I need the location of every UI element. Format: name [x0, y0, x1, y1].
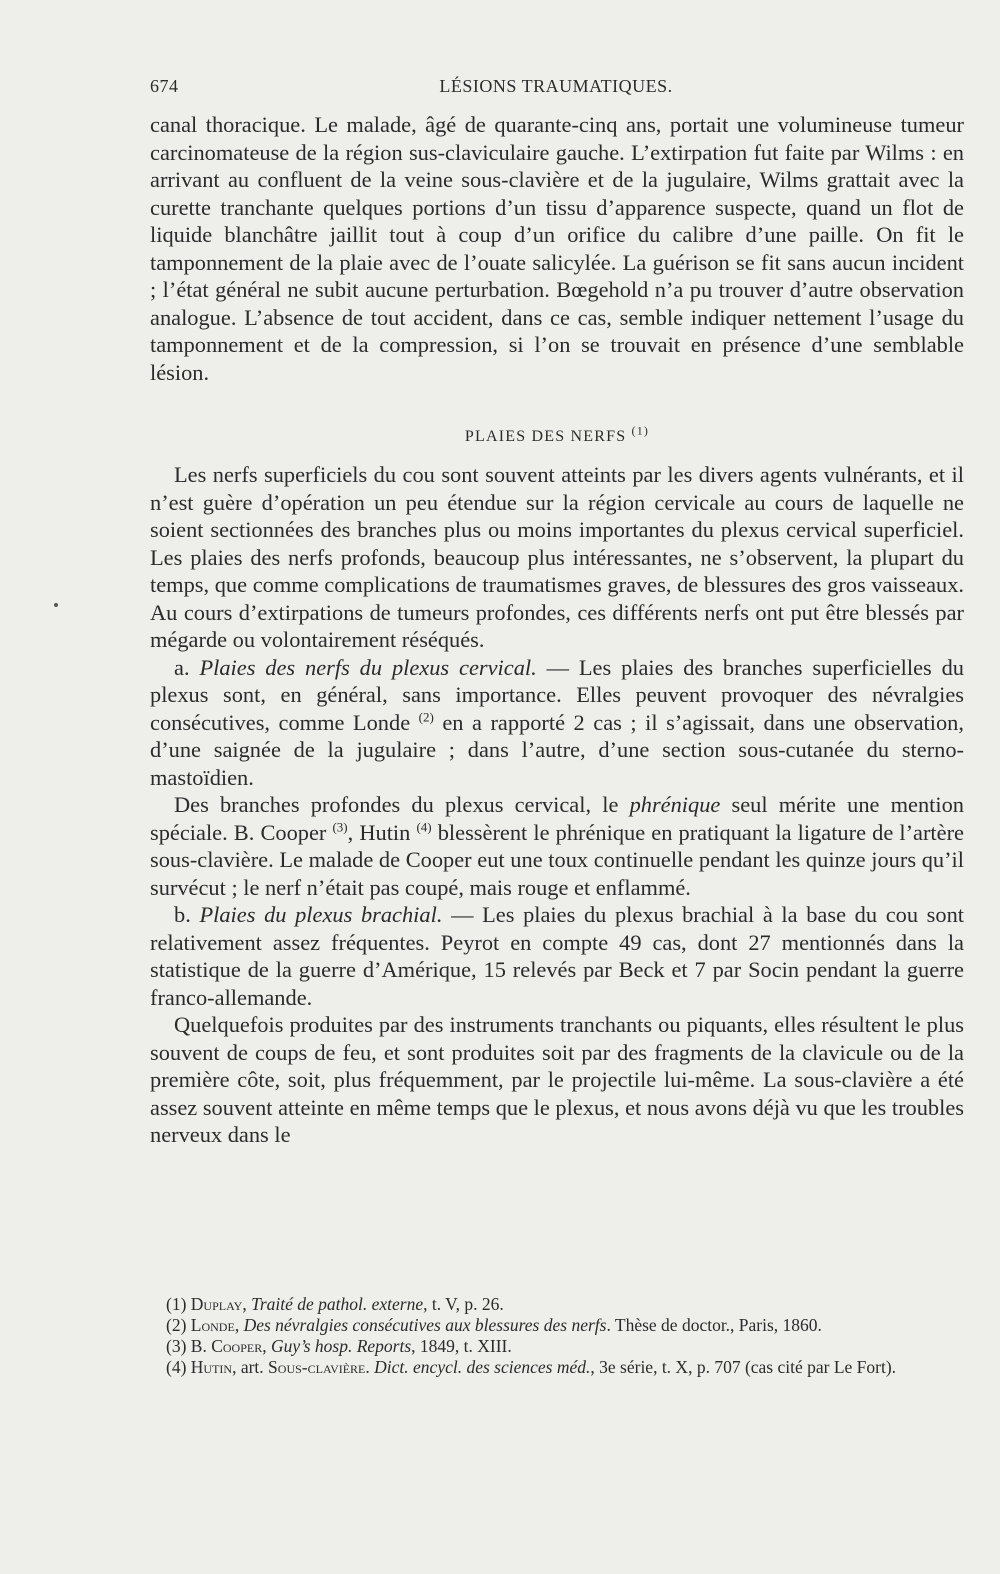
- footnote-ref: (4): [416, 819, 432, 835]
- footnote-marker: (2): [166, 1315, 187, 1335]
- footnote-4: [150, 1357, 964, 1378]
- paragraph-brachial: [150, 901, 964, 1011]
- paragraph-text: Les plaies du plexus brachial à la base du cou sont relativement assez fréquentes. Peyrot en compte 49 cas, dont 27 mentionnés dans la statistique de la guerre d’Amérique, 15 relevés par Beck et 7 par Socin pendant la guerre franco-allemande.: [150, 902, 964, 1010]
- running-title: LÉSIONS TRAUMATIQUES.: [439, 76, 673, 96]
- footnote-2: (2) Londe, Des névralgies consécutives aux blessures des nerfs. Thèse de doctor., Paris, 1860.: [166, 1315, 822, 1335]
- footnote-article: Sous-clavière: [268, 1357, 366, 1377]
- em-dash: —: [442, 902, 483, 927]
- paragraph-text: en a rapporté 2 cas ; il s’agissait, dans une observation, d’une saignée de la jugulaire ; dans l’autre, d’une section sous-cutanée du sterno-mastoïdien.: [150, 709, 964, 790]
- footnote-title: Dict. encycl. des sciences méd.: [374, 1357, 591, 1377]
- footnote-title: Guy’s hosp. Reports: [270, 1336, 412, 1356]
- section-note-ref: (1): [631, 423, 650, 438]
- subheading-brachial: Plaies du plexus brachial.: [199, 902, 443, 927]
- footnote-marker: (3): [166, 1336, 187, 1356]
- paragraph-text: blessèrent le phrénique en pratiquant la ligature de l’artère sous-clavière. Le malade de Cooper eut une toux continuelle pendant les quinze jours qu’il survécut ; le nerf n’était pas coupé, mais rouge et enflammé.: [150, 819, 964, 900]
- footnote-3: (3) B. Cooper, Guy’s hosp. Reports, 1849, t. XIII.: [166, 1336, 512, 1356]
- em-dash: —: [536, 654, 579, 680]
- footnote-title: Traité de pathol. externe: [251, 1294, 424, 1314]
- footnote-author: Duplay: [190, 1294, 243, 1314]
- item-label: b.: [174, 902, 191, 927]
- footnote-ref: (2): [418, 709, 434, 725]
- section-title-text: PLAIES DES NERFS: [464, 428, 627, 445]
- footnote-1: (1) Duplay, Traité de pathol. externe, t. V, p. 26.: [166, 1294, 504, 1314]
- paragraph-text: , Hutin: [347, 819, 411, 845]
- footnote-ref: (3): [332, 819, 348, 835]
- paragraph-continued: canal thoracique. Le malade, âgé de quarante-cinq ans, portait une volumineuse tumeur carcinomateuse de la région sus-claviculaire gauche. L’extirpation fut faite par Wilms : en arrivant au confluent de la veine sous-clavière et de la jugulaire, Wilms grattait avec la curette tranchante quelques portions d’un tissu d’apparence suspecte, quand un flot de liquide blanchâtre jaillit tout à coup d’un orifice du calibre d’une paille. On fit le tamponnement de la plaie avec de l’ouate salicylée. La guérison se fit sans aucun incident ; l’état général ne subit aucune perturbation. Bœgehold n’a pu trouver d’autre observation analogue. L’absence de tout accident, dans ce cas, semble indiquer nettement l’usage du tamponnement et de la compression, si l’on se trouvait en présence d’une semblable lésion.: [150, 112, 964, 385]
- paragraph-text: seul mérite une mention spéciale. B. Cooper: [150, 792, 964, 845]
- footnote-author: Londe: [190, 1315, 235, 1335]
- footnote-detail: , art.: [232, 1357, 269, 1377]
- page-number: 674: [150, 76, 179, 96]
- paragraph-cervical: [150, 654, 964, 792]
- italic-term: phrénique: [629, 792, 721, 817]
- footnote-detail: .: [365, 1357, 375, 1377]
- footnote-author: B. Cooper: [190, 1336, 263, 1356]
- footnote-detail: , 1849, t. XIII.: [411, 1336, 512, 1356]
- paragraph-intro: Les nerfs superficiels du cou sont souvent atteints par les divers agents vulnérants, et il n’est guère d’opération un peu étendue sur la région cervicale au cours de laquelle ne soient sectionnées des branches plus ou moins importantes du plexus cervical superficiel. Les plaies des nerfs profonds, beaucoup plus intéressantes, ne s’observent, la plupart du temps, que comme complications de traumatismes graves, de blessures des gros vaisseaux. Au cours d’extirpations de tumeurs profondes, ces différents nerfs ont put être blessés par mégarde ou volontairement réséqués.: [150, 462, 964, 652]
- paragraph-phrenic: [150, 791, 964, 901]
- footnote-title: Des névralgies consécutives aux blessures des nerfs: [243, 1315, 607, 1335]
- paper-speck: [54, 603, 58, 607]
- section-heading: [150, 423, 964, 448]
- subheading-cervical: Plaies des nerfs du plexus cervical.: [199, 654, 537, 680]
- footnote-detail: , t. V, p. 26.: [423, 1294, 504, 1314]
- footnote-author: Hutin: [190, 1357, 233, 1377]
- paragraph-causes: Quelquefois produites par des instruments tranchants ou piquants, elles résultent le plus souvent de coups de feu, et sont produites soit par des fragments de la clavicule ou de la première côte, soit, plus fréquemment, par le projectile lui-même. La sous-clavière a été assez souvent atteinte en même temps que le plexus, et nous avons déjà vu que les troubles nerveux dans le: [150, 1012, 964, 1147]
- paragraph-text: Des branches profondes du plexus cervical, le: [174, 792, 630, 817]
- footnote-marker: (1): [166, 1294, 187, 1314]
- footnote-detail: , 3e série, t. X, p. 707 (cas cité par Le Fort).: [590, 1357, 897, 1377]
- footnote-marker: (4): [166, 1357, 187, 1377]
- main-text: [150, 111, 964, 1149]
- page-header: [150, 76, 962, 100]
- paragraph-text: Les plaies des branches superficielles du plexus sont, en général, sans importance. Elles peuvent provoquer des névralgies consécutives, comme Londe: [150, 654, 964, 735]
- footnote-detail: . Thèse de doctor., Paris, 1860.: [606, 1315, 822, 1335]
- item-label: a.: [174, 654, 190, 680]
- footnotes: [150, 1294, 964, 1378]
